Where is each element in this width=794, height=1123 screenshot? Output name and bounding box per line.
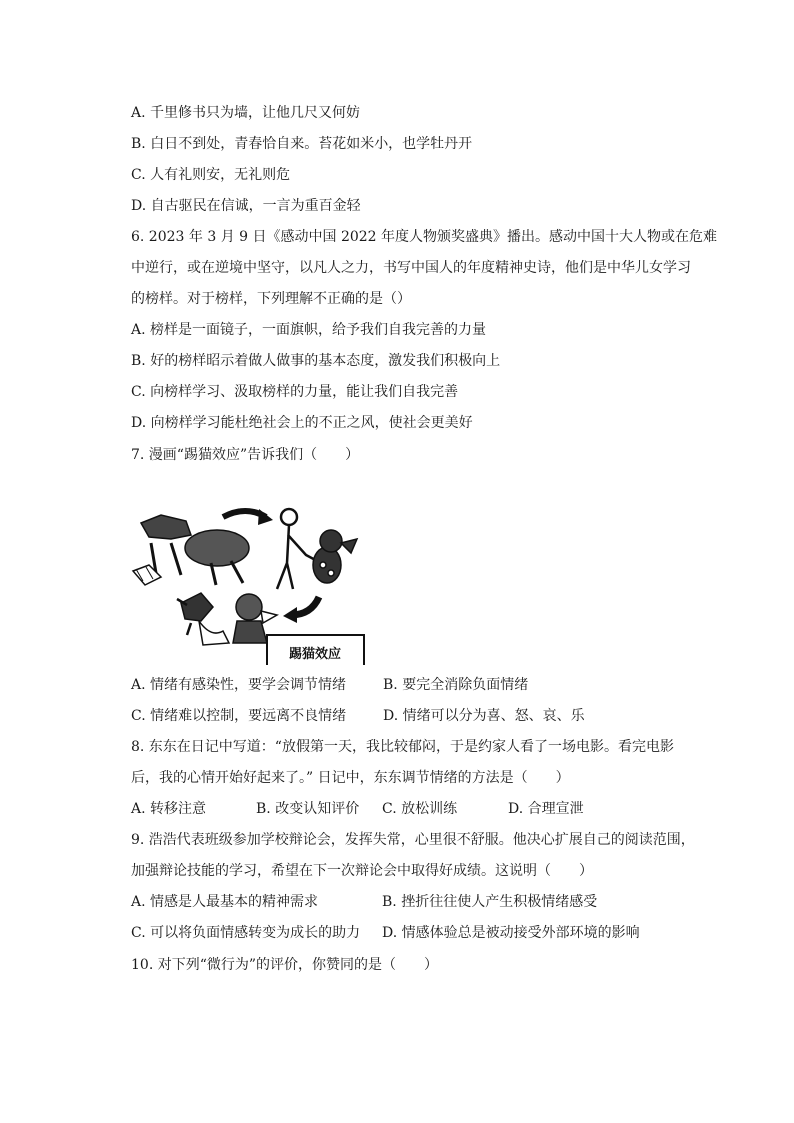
q8-stem-line-1: 8. 东东在日记中写道：“放假第一天，我比较郁闷，于是约家人看了一场电影。看完电影 <box>131 739 674 755</box>
q9-option-c: C. 可以将负面情感转变为成长的助力 <box>131 925 361 941</box>
q9-option-a: A. 情感是人最基本的精神需求 <box>131 894 319 910</box>
q9-options-row-1 <box>131 892 597 912</box>
q5-option-d: D. 自古驱民在信诚，一言为重百金轻 <box>131 198 361 214</box>
q9-stem-line-1: 9. 浩浩代表班级参加学校辩论会，发挥失常，心里很不舒服。他决心扩展自己的阅读范围， <box>131 832 695 848</box>
q6-stem-line-2: 中逆行，或在逆境中坚守，以凡人之力，书写中国人的年度精神史诗，他们是中华儿女学习 <box>131 260 691 276</box>
q7-options-row-2 <box>131 706 585 726</box>
comic-label: 踢猫效应 <box>288 647 342 662</box>
q10-stem: 10. 对下列“微行为”的评价，你赞同的是（ ） <box>131 957 439 973</box>
q6-option-b: B. 好的榜样昭示着做人做事的基本态度，激发我们积极向上 <box>131 353 501 369</box>
q5-option-b: B. 白日不到处，青春恰自来。苔花如米小，也学牡丹开 <box>131 136 473 152</box>
q6-option-d: D. 向榜样学习能杜绝社会上的不正之风，使社会更美好 <box>131 415 473 431</box>
q6-stem-line-3: 的榜样。对于榜样，下列理解不正确的是（） <box>131 291 411 307</box>
q9-stem-line-2: 加强辩论技能的学习，希望在下一次辩论会中取得好成绩。这说明（ ） <box>131 863 593 879</box>
q7-options-row-1 <box>131 675 528 695</box>
q7-option-b: B. 要完全消除负面情绪 <box>383 677 529 693</box>
q7-option-a: A. 情绪有感染性，要学会调节情绪 <box>131 677 347 693</box>
q8-stem-line-2: 后，我的心情开始好起来了。” 日记中，东东调节情绪的方法是（ ） <box>131 770 570 786</box>
q8-option-b: B. 改变认知评价 <box>256 801 360 817</box>
q7-option-d: D. 情绪可以分为喜、怒、哀、乐 <box>383 708 585 724</box>
q5-option-c: C. 人有礼则安，无礼则危 <box>131 167 291 183</box>
q6-option-c: C. 向榜样学习、汲取榜样的力量，能让我们自我完善 <box>131 384 459 400</box>
q5-option-a: A. 千里修书只为墙，让他几尺又何妨 <box>131 105 361 121</box>
q6-stem-line-1: 6. 2023 年 3 月 9 日《感动中国 2022 年度人物颁奖盛典》播出。感动中国十大人物或在危难 <box>131 229 718 245</box>
q8-option-a: A. 转移注意 <box>131 801 207 817</box>
q6-option-a: A. 榜样是一面镜子，一面旗帜，给予我们自我完善的力量 <box>131 322 487 338</box>
q9-option-d: D. 情感体验总是被动接受外部环境的影响 <box>382 925 640 941</box>
q7-stem: 7. 漫画“踢猫效应”告诉我们（ ） <box>131 447 360 463</box>
q8-option-c: C. 放松训练 <box>382 801 458 817</box>
kick-the-cat-comic <box>131 503 367 665</box>
q9-option-b: B. 挫折往往使人产生积极情绪感受 <box>382 894 598 910</box>
q8-options-row <box>131 799 584 819</box>
q9-options-row-2 <box>131 923 640 943</box>
q7-option-c: C. 情绪难以控制，要远离不良情绪 <box>131 708 347 724</box>
q8-option-d: D. 合理宣泄 <box>508 801 584 817</box>
